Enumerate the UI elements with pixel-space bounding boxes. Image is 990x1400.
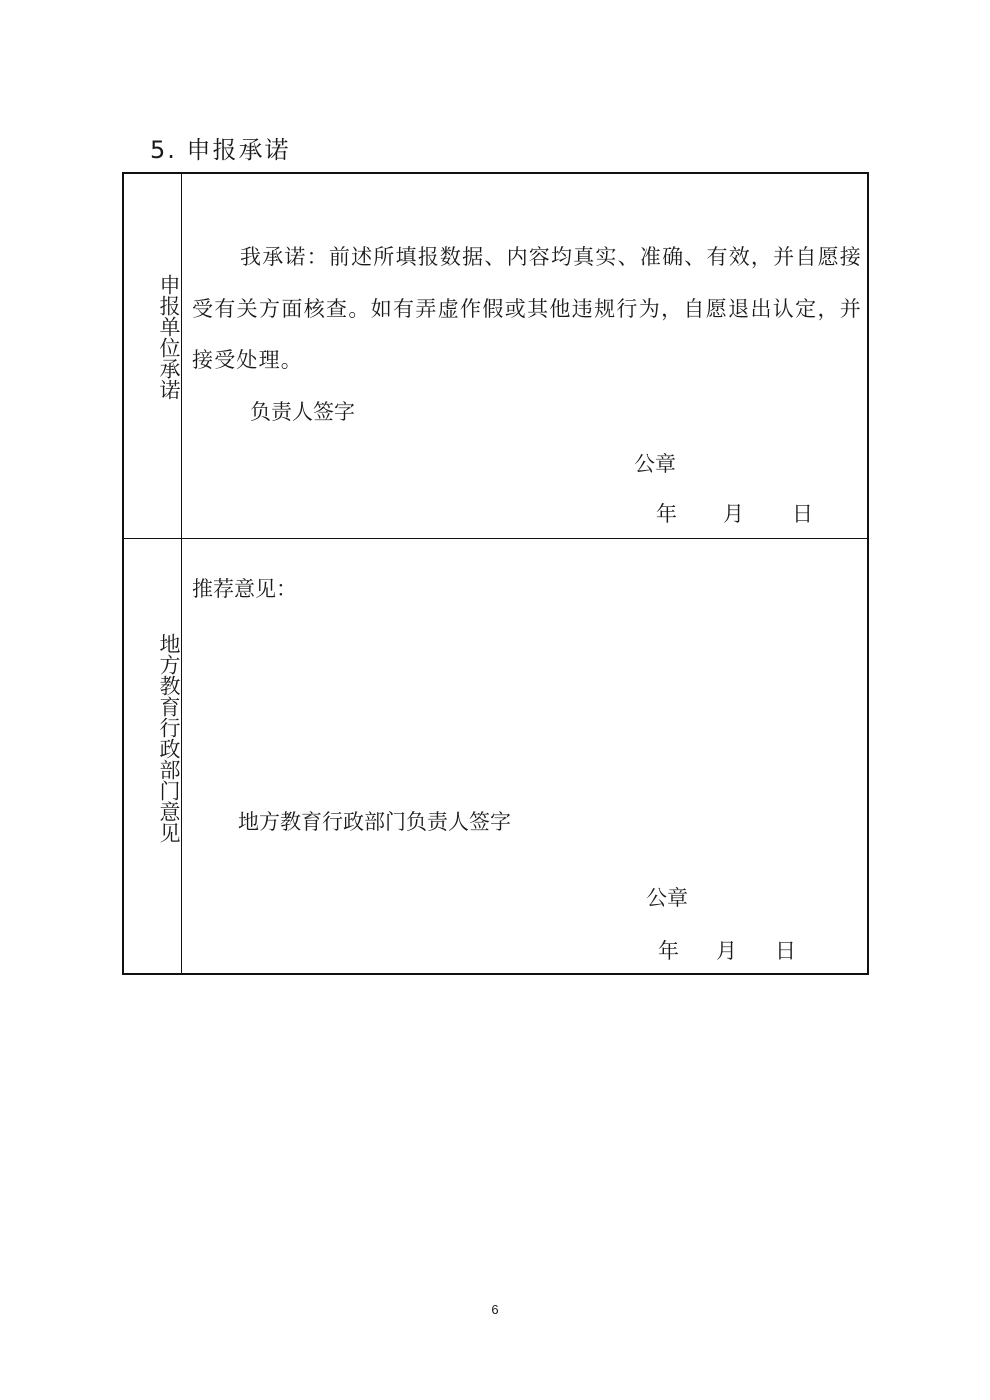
applicant-commitment-content-cell [182, 174, 867, 538]
commitment-date-line [656, 498, 813, 528]
commitment-statement: 我承诺：前述所填报数据、内容均真实、准确、有效，并自愿接受有关方面核查。如有弄虚作假或其他违规行为，自愿退出认定，并接受处理。 [192, 245, 862, 372]
dept-date-month-label: 月 [716, 939, 737, 963]
section-title: 5. 申报承诺 [150, 136, 291, 164]
applicant-commitment-row [124, 174, 867, 539]
dept-date-line [658, 935, 796, 965]
dept-official-seal-label: 公章 [646, 886, 688, 910]
principal-signature-label: 负责人签字 [250, 400, 355, 424]
dept-date-day-label: 日 [775, 939, 796, 963]
page-number: 6 [491, 1302, 499, 1317]
dept-date-year-label: 年 [658, 939, 679, 963]
education-dept-content-cell [182, 539, 867, 973]
dept-principal-signature-label: 地方教育行政部门负责人签字 [238, 810, 511, 834]
education-dept-label-cell [124, 539, 182, 973]
recommendation-opinion-label: 推荐意见： [192, 577, 297, 601]
date-year-label: 年 [656, 502, 677, 526]
date-day-label: 日 [792, 502, 813, 526]
applicant-commitment-label-cell [124, 174, 182, 538]
education-dept-label: 地方教育行政部门意见 [157, 633, 181, 843]
commitment-form-table [122, 172, 869, 975]
date-month-label: 月 [723, 502, 744, 526]
official-seal-label: 公章 [634, 452, 676, 476]
education-dept-opinion-row [124, 539, 867, 973]
applicant-commitment-label: 申报单位承诺 [157, 274, 181, 400]
